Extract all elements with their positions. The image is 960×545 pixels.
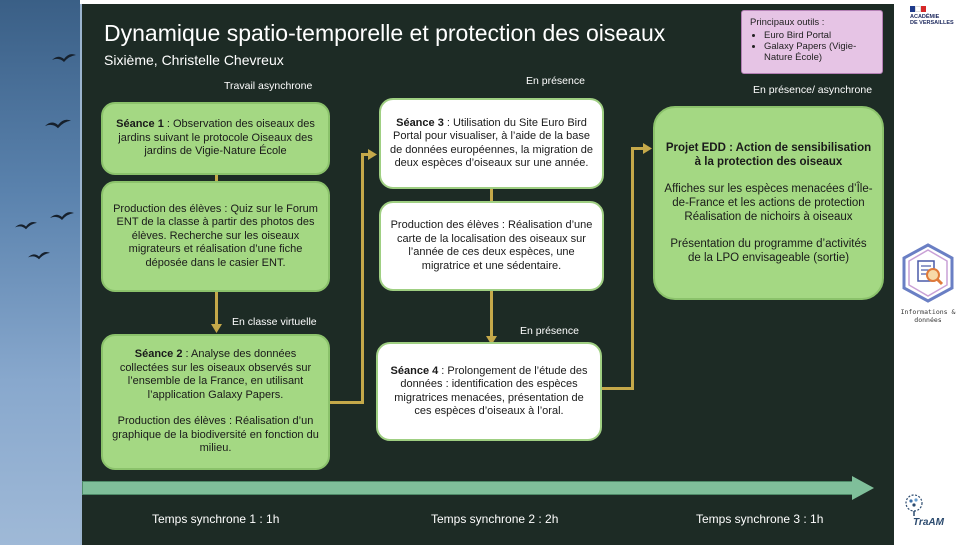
bird-icon (45, 117, 71, 133)
label-classe-virtuelle: En classe virtuelle (232, 316, 317, 328)
slide-subtitle: Sixième, Christelle Chevreux (104, 52, 284, 68)
label-travail-asynchrone: Travail asynchrone (224, 80, 313, 92)
academie-line2: DE VERSAILLES (910, 20, 954, 26)
bird-icon (52, 52, 76, 66)
seance2-production: Production des élèves : Réalisation d’un graphique de la biodiversité en fonction du milieu. (112, 415, 319, 455)
slide-title: Dynamique spatio-temporelle et protection des oiseaux (104, 20, 666, 46)
traam-logo-icon (902, 493, 926, 517)
connector (330, 401, 363, 404)
seance4-text: : Prolongement de l’étude des données : identification des espèces migratrices menacées, présentation de ces espèces d’oiseaux à l’oral. (394, 364, 588, 417)
projet-line1: Affiches sur les espèces menacées d’Île-de-France et les actions de protection (664, 183, 873, 209)
information-data-icon[interactable] (901, 243, 955, 303)
connector (490, 188, 493, 202)
timeline-label-2: Temps synchrone 2 : 2h (431, 512, 559, 526)
tool-item: • Galaxy Papers (Vigie-Nature École) (764, 41, 874, 63)
seance3-box (379, 98, 604, 189)
label-en-presence-asynchrone: En présence/ asynchrone (753, 84, 873, 96)
timeline-label-1: Temps synchrone 1 : 1h (152, 512, 280, 526)
seance3-title: Séance 3 (396, 116, 444, 129)
connector (490, 289, 493, 337)
timeline-label-3: Temps synchrone 3 : 1h (696, 512, 824, 526)
seance1-box (101, 102, 330, 175)
connector (361, 153, 364, 404)
production3-text: Production des élèves : Réalisation d’une carte de la localisation des oiseaux sur l’année de ces deux espèces, une migratrice et une sédentaire. (390, 219, 593, 272)
bird-icon (28, 250, 50, 263)
production3-box (379, 201, 604, 291)
slide-canvas (80, 4, 894, 545)
projet-edd-box (653, 106, 884, 300)
sky-strip (0, 0, 80, 545)
tools-heading: Principaux outils : (750, 17, 825, 28)
seance4-box (376, 342, 602, 441)
timeline-arrow-head (852, 476, 874, 500)
tool-item: • Euro Bird Portal (764, 30, 874, 41)
info-label: Informations & données (900, 308, 956, 324)
label-en-presence-2: En présence (520, 325, 579, 337)
connector (215, 290, 218, 326)
seance2-text: : Analyse des données collectées sur les oiseaux observés sur l’ensemble de la France, en utilisant l’application Galaxy Papers. (119, 348, 312, 401)
arrow-right-icon (643, 143, 652, 154)
academie-logo (910, 6, 954, 26)
production1-text: Production des élèves : Quiz sur le Forum ENT de la classe à partir des photos des élèves. Recherche sur les oiseaux migrateurs et réalisation d’une fiche déposée dans le casier ENT. (113, 202, 318, 269)
seance2-title: Séance 2 (134, 348, 183, 361)
traam-label: TraAM (913, 517, 944, 528)
production1-box (101, 181, 330, 292)
arrow-down-icon (211, 324, 222, 333)
flag-icon (910, 6, 926, 12)
tools-box (741, 10, 883, 74)
seance1-text: : Observation des oiseaux des jardins suivant le protocole Oiseaux des jardins de Vigie-Nature École (118, 118, 315, 158)
bird-icon (15, 220, 37, 233)
projet-line2: Réalisation de nichoirs à oiseaux (684, 211, 853, 223)
connector (631, 147, 634, 390)
bird-icon (50, 210, 74, 224)
timeline-bar (82, 481, 860, 495)
academie-line1: ACADÉMIE (910, 14, 940, 20)
seance2-box (101, 334, 330, 470)
label-en-presence: En présence (526, 75, 585, 87)
connector (602, 387, 633, 390)
tools-list (764, 30, 874, 63)
seance4-title: Séance 4 (390, 364, 439, 377)
projet-line3: Présentation du programme d’activités de la LPO envisageable (sortie) (670, 238, 867, 264)
arrow-right-icon (368, 149, 377, 160)
projet-title: Projet EDD : Action de sensibilisation à la protection des oiseaux (665, 142, 872, 168)
seance1-title: Séance 1 (116, 118, 164, 131)
seance3-text: : Utilisation du Site Euro Bird Portal pour visualiser, à l’aide de la base de données européennes, la migration de deux espèces d’oiseaux sur une année. (389, 116, 594, 169)
